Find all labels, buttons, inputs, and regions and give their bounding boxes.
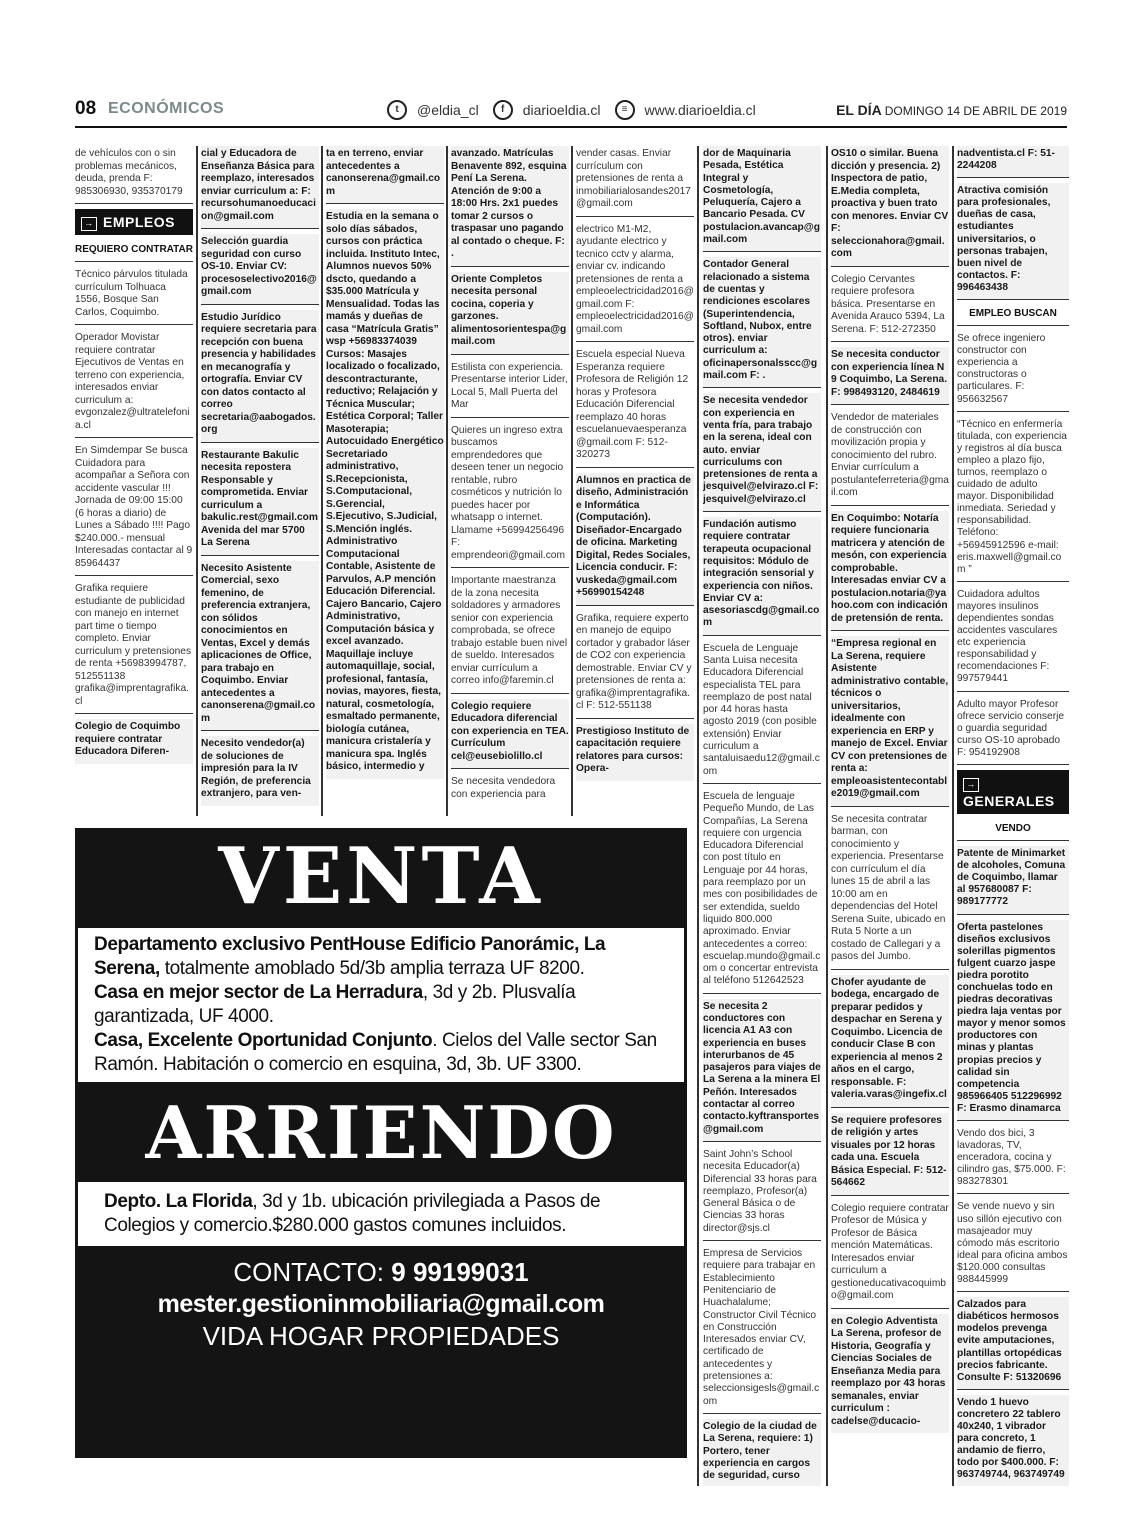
classified-ad: Restaurante Bakulic necesita repostera Responsable y comprometida. Enviar curriculum a bakulic.rest@gmail.com Avenida del mar 5700 La Serena <box>201 448 319 556</box>
listing <box>94 1029 672 1077</box>
classified-ad: Estilista con experiencia. Presentarse interior Lider, Local 5, Mall Puerta del Mar <box>451 360 569 418</box>
classified-ad: Calzados para diabéticos hermosos modelos prevenga evite amputaciones, plantillas ortopédicas precios fabricante. Consulte F: 51320696 <box>957 1297 1069 1390</box>
subcategory-heading: REQUIERO CONTRATAR <box>75 241 193 262</box>
venta-listings <box>78 928 684 1082</box>
classified-ad: Empresa de Servicios requiere para trabajar en Establecimiento Penitenciario de Huachalalume; Constructor Civil Técnico en Construcción Interesados enviar CV, certificado de antecedentes y pretensiones a: seleccionsigesls@gmail.com <box>703 1246 821 1414</box>
classified-ad: Atractiva comisión para profesionales, dueñas de casa, estudiantes universitarios, o personas trabajen, buen nivel de contactos. F: 996463438 <box>957 183 1069 300</box>
column-rule <box>826 146 828 1486</box>
category-tag-empleos <box>75 209 193 235</box>
twitter-icon: t <box>387 100 407 120</box>
issue-date: DOMINGO 14 DE ABRIL DE 2019 <box>884 104 1067 118</box>
classified-ad: Estudio Jurídico requiere secretaria para recepción con buena presencia y habilidades en mecanografía y ortografía. Enviar CV con datos contacto al correo secretaria@aabogados.org <box>201 310 319 443</box>
web-icon: ≡ <box>615 100 635 120</box>
classified-ad: Colegio de Coquimbo requiere contratar Educadora Diferen- <box>75 719 193 764</box>
classified-ad: en Colegio Adventista La Serena, profesor de Historia, Geografía y Ciencias Sociales de Enseñanza Media para reemplazo por 43 horas semanales, enviar curriculum : cadelse@ducacio- <box>831 1314 949 1434</box>
column-5 <box>576 146 694 816</box>
company-name: VIDA HOGAR PROPIEDADES <box>202 1321 560 1351</box>
classified-ad: Necesito Asistente Comercial, sexo femenino, de preferencia extranjera, con sólidos conocimientos en Ventas, Excel y demás aplicaciones de Office, para trabajo en Coquimbo. Enviar antecedentes a canonserena@gmail.com <box>201 561 319 732</box>
website-link[interactable]: www.diarioeldia.cl <box>644 102 756 118</box>
brand-name: EL DÍA <box>836 102 882 118</box>
classified-ad: Estudia en la semana o solo días sábados, cursos con práctica incluida. Instituto Intec, Alumnos nuevos 50% dscto, quedando a $35.000 Matrícula y Mensualidad. Todas las mamás y dueñas de casa “Matrícula Gratis” wsp +56983374039 Cursos: Masajes localizado o focalizado, descontracturante, reductivo; Relajación y Técnica Muscular; Estética Corporal; Taller Masoterapia; Autocuidado Energético Secretariado administrativo, S.Recepcionista, S.Computacional, S.Gerencial, S.Ejecutivo, S.Judicial, S.Mención inglés. Administrativo Computacional Contable, Asistente de Parvulos, A.P mención Educación Diferencial. Cajero Bancario, Cajero Administrativo, Computación básica y excel avanzado. Maquillaje incluye automaquillaje, social, profesional, fantasía, novias, mayores, fiesta, natural, cosmetología, esmaltado permanente, biología cutánea, manicura cristalería y manicura spa. Inglés básico, intermedio y <box>326 209 444 779</box>
arrow-icon: → <box>963 778 979 792</box>
social-links <box>387 100 756 120</box>
facebook-page[interactable]: diarioeldia.cl <box>522 102 601 118</box>
classified-ad: Adulto mayor Profesor ofrece servicio conserje o guardia seguridad curso OS-10 aprobado F: 954192908 <box>957 697 1069 765</box>
classified-ad: Quieres un ingreso extra buscamos emprendedores que deseen tener un negocio rentable, rubro cosméticos y nutrición lo puedes hacer por whatsapp o internet. Llamame +56994256496 F: emprendeori@gmail.com <box>451 423 569 569</box>
classified-ad: Se necesita vendedor con experiencia en venta fría, para trabajo en la serena, ideal con auto. enviar curriculums con pretensiones de renta a jesquivel@elvirazo.cl F: jesquivel@elvirazo.cl <box>703 393 821 512</box>
page-number: 08 <box>75 98 97 119</box>
column-1 <box>75 146 193 816</box>
section-title: ECONÓMICOS <box>108 100 225 117</box>
page-header <box>75 98 1067 128</box>
subcategory-heading: EMPLEO BUSCAN <box>957 305 1069 326</box>
classified-ad: Vendo 1 huevo concretero 22 tablero 40x240, 1 vibrador para concreto, 1 andamio de fierro, todo por $400.000. F: 963749744, 963749749 <box>957 1395 1069 1486</box>
classified-ad: Grafika, requiere experto en manejo de equipo cortador y grabador láser de CO2 con experiencia demostrable. Enviar CV y pretensiones de renta a: grafika@imprentagrafika.cl F: 512-551138 <box>576 611 694 719</box>
listing-title: Casa en mejor sector de La Herradura <box>94 982 423 1003</box>
classified-ad: Colegio de la ciudad de La Serena, requiere: 1) Portero, tener experiencia en cargos de seguridad, curso <box>703 1419 821 1486</box>
arrow-icon: → <box>81 217 97 231</box>
classified-ad: Se necesita vendedora con experiencia para <box>451 776 556 800</box>
column-rule <box>952 146 954 1486</box>
twitter-handle[interactable]: @eldia_cl <box>417 102 479 118</box>
column-7 <box>831 146 949 1486</box>
facebook-icon: f <box>493 100 513 120</box>
column-rule <box>321 146 323 816</box>
classified-ad: Colegio Cervantes requiere profesora básica. Presentarse en Avenida Arauco 5394, La Serena. F: 512-272350 <box>831 272 949 343</box>
contact-phone[interactable]: 9 99199031 <box>391 1257 529 1287</box>
column-rule <box>446 146 448 816</box>
listing-title: Departamento exclusivo PentHouse Edificio Panorámic, La Serena, <box>94 934 606 979</box>
contact-label: CONTACTO: <box>233 1257 385 1287</box>
classified-ad: Se requiere profesores de religión y artes visuales por 12 horas cada una. Escuela Básica Especial. F: 512-564662 <box>831 1113 949 1196</box>
venta-heading: VENTA <box>218 831 544 922</box>
classified-ad: En Coquimbo: Notaría requiere funcionaria matricera y atención de mesón, con experiencia comprobable. Interesadas enviar CV a postulacion.notaria@yahoo.com con indicación de pretensión de renta. <box>831 511 949 632</box>
column-6 <box>703 146 821 1486</box>
classified-ad: Se vende nuevo y sin uso sillón ejecutivo con masajeador muy cómodo más escritorio ideal para oficina ambos $120.000 consultas 988445999 <box>957 1199 1069 1292</box>
classified-ad: Cuidadora adultos mayores insulinos dependientes sondas accidentes vasculares etc experiencia responsabilidad y recomendaciones F: 997579441 <box>957 587 1069 692</box>
column-8 <box>957 146 1069 1486</box>
classified-ad: Vendedor de materiales de construcción con movilización propia y conocimiento del rubro. Enviar currículum a postulanteferreteria@gmail.com <box>831 410 949 506</box>
column-rule <box>571 146 573 816</box>
classified-ad: avanzado. Matrículas Benavente 892, esquina Pení La Serena. Atención de 9:00 a 18:00 Hrs. 2x1 puedes tomar 2 cursos o traspasar uno pagando al contado o cheque. F: . <box>451 146 569 267</box>
listing-details: totalmente amoblado 5d/3b amplia terraza UF 8200. <box>159 958 585 979</box>
classified-ad: Escuela de lenguaje Pequeño Mundo, de Las Compañías, La Serena requiere con urgencia Educadora Diferencial con post título en Lenguaje por 44 horas, para reemplazo por un mes con posibilidades de ser extendida, sueldo liquido 800.000 aproximado. Enviar antecedentes a correo: escuelap.mundo@gmail.com o concertar entrevista al teléfono 512642523 <box>703 789 821 994</box>
classified-ad: Chofer ayudante de bodega, encargado de preparar pedidos y despachar en Serena y Coquimbo. Licencia de conducir Clase B con experiencia al menos 2 años en el cargo, responsable. F: valeria.varas@ingefix.cl <box>831 975 949 1108</box>
classified-ad: Técnico párvulos titulada currículum Tolhuaca 1556, Bosque San Carlos, Coquimbo. <box>75 267 193 325</box>
classified-ad: ta en terreno, enviar antecedentes a canonserena@gmail.com <box>326 146 444 204</box>
classified-ad: “Técnico en enfermería titulada, con experiencia y registros al día busca empleo a plazo fijo, turnos, reemplazo o cuidado de adulto mayor. Disponibilidad inmediata. Seriedad y responsabilidad. Teléfono: +56945912596 e-mail: eris.maxwell@gmail.com ” <box>957 417 1069 582</box>
contact-email[interactable]: mester.gestioninmobiliaria@gmail.com <box>157 1290 605 1318</box>
classified-ad: En Simdempar Se busca Cuidadora para acompañar a Señora con accidente vascular !!! Jornada de 09:00 15:00 (6 horas a diario) de Lunes a Sábado !!!! Pago $240.000.- mensual Interesadas contactar al 9 85964437 <box>75 443 193 576</box>
classified-ad: Escuela especial Nueva Esperanza requiere Profesora de Religión 12 horas y Profesora Educación Diferencial reemplazo 40 horas escuelanuevaesperanza@gmail.com F: 512-320273 <box>576 347 694 468</box>
column-rule <box>697 146 699 1486</box>
listing-details: , 3d y 1b. ubicación privilegiada a Pasos de Colegios y comercio.$280.000 gastos comunes incluidos. <box>104 1191 601 1236</box>
column-2 <box>201 146 319 816</box>
listing-title: Casa, Excelente Oportunidad Conjunto <box>94 1030 433 1051</box>
classified-ad: Oriente Completos necesita personal cocina, coperia y garzones. alimentosorientespa@gmail.com <box>451 272 569 355</box>
classified-ad: OS10 o similar. Buena dicción y presencia. 2) Inspectora de patio, E.Media completa, proactiva y buen trato con menores. Enviar CV F: seleccionahora@gmail.com <box>831 146 949 267</box>
classified-ad: Se necesita conductor con experiencia línea N 9 Coquimbo, La Serena. F: 998493120, 2484619 <box>831 347 949 405</box>
classified-ad: electrico M1-M2, ayudante electrico y tecnico cctv y alarma, enviar cv. indicando pretensiones de renta a empleoelectricidad2016@gmail.com F: empleoelectricidad2016@gmail.com <box>576 222 694 343</box>
classified-ad: Se ofrece ingeniero constructor con experiencia a constructoras o particulares. F: 956632567 <box>957 331 1069 412</box>
classified-ad: Escuela de Lenguaje Santa Luisa necesita Educadora Diferencial especialista TEL para reemplazo de post natal por 44 horas hasta agosto 2019 (con posible extensión) Enviar curriculum a santaluisaedu12@gmail.com <box>703 641 821 784</box>
classified-ad: Patente de Minimarket de alcoholes, Comuna de Coquimbo, llamar al 957680087 F: 989177772 <box>957 846 1069 914</box>
classified-ad: Oferta pastelones diseños exclusivos solerillas pigmentos fulgent cuarzo jaspe piedra porotito conchuelas todo en piedras decorativas piedra laja ventas por mayor y menor somos productores con minas y plantas propias precios y calidad sin competencia 985966405 512296992 F: Erasmo dinamarca <box>957 920 1069 1122</box>
classified-ad: Colegio requiere Educadora diferencial con experiencia en TEA. Currículum cel@eusebiolillo.cl <box>451 699 569 770</box>
classified-ad: Contador General relacionado a sistema de cuentas y rendiciones escolares (Superintendencia, Softland, Nubox, entre otros). enviar curriculum a: oficinapersonalsscc@gmail.com F: . <box>703 257 821 388</box>
classified-ad: Grafika requiere estudiante de publicidad con manejo en internet part time o tiempo completo. Enviar curriculum y pretensiones de renta +56983994787, 512551138 grafika@imprentagrafika.cl <box>75 581 193 714</box>
classified-ad: Vendo dos bici, 3 lavadoras, TV, enceradora, cocina y cilindro gas, $75.000. F: 983278301 <box>957 1126 1069 1194</box>
classified-ad: cial y Educadora de Enseñanza Básica para reemplazo, interesados enviar curriculum a: F: recursohumanoeducacion@gmail.com <box>201 146 319 229</box>
classified-ad: Importante maestranza de la zona necesita soldadores y armadores senior con experiencia comprobada, se ofrece trabajo estable buen nivel de sueldo. Interesados enviar currículum a correo info@faremin.cl <box>451 573 569 694</box>
arriendo-listing <box>78 1182 684 1246</box>
listing-details: . Cielos del Valle sector San Ramón. Habitación o comercio en esquina, 3d, 3b. UF 3300. <box>94 1030 657 1075</box>
listing <box>94 981 672 1029</box>
classified-ad: nadventista.cl F: 51-2244208 <box>957 146 1069 178</box>
classified-ad: dor de Maquinaria Pesada, Estética Integral y Cosmetología, Peluquería, Cajero a Bancario Pesada. CV postulacion.avancap@gmail.com <box>703 146 821 252</box>
classified-ad: Se necesita contratar barman, con conocimiento y experiencia. Presentarse con currículum el día lunes 15 de abril a las 10:00 am en dependencias del Hotel Serena Suite, ubicado en Ruta 5 Norte a un costado de Callegari y a pasos del Jumbo. <box>831 812 949 970</box>
column-rule <box>196 146 198 816</box>
column-3 <box>326 146 444 816</box>
classified-ad: Se necesita 2 conductores con licencia A1 A3 con experiencia en buses interurbanos de 45 pasajeros para viajes de La Serena a la minera El Peñón. Interesados contactar al correo contacto.kyftransportes@gmail.com <box>703 999 821 1142</box>
category-label: EMPLEOS <box>103 214 175 230</box>
classified-ad: Fundación autismo requiere contratar terapeuta ocupacional requisitos: Módulo de integración sensorial y experiencia con niños. Enviar CV a: asesoriascdg@gmail.com <box>703 517 821 636</box>
classified-ad: “Empresa regional en La Serena, requiere Asistente administrativo contable, técnicos o universitarios, idealmente con experiencia en ERP y manejo de Excel. Enviar CV con pretensiones de renta a: empleoasistentecontable2019@gmail.com <box>831 636 949 807</box>
arriendo-heading: ARRIENDO <box>145 1090 617 1175</box>
classified-ad: Prestigioso Instituto de capacitación requiere relatores para cursos: Opera- <box>576 724 694 781</box>
category-label: GENERALES <box>963 793 1055 810</box>
classified-ad: Necesito vendedor(a) de soluciones de impresión para la IV Región, de preferencia extranjero, para ven- <box>201 736 319 806</box>
listing-title: Depto. La Florida <box>104 1191 253 1212</box>
classified-ad: Alumnos en practica de diseño, Administración e Informática (Computación). Diseñador-Encargado de oficina. Marketing Digital, Redes Sociales, Licencia conducir. F: vuskeda@gmail.com +56990154248 <box>576 473 694 606</box>
listing-details: , 3d y 2b. Plusvalía garantizada, UF 4000. <box>94 982 576 1027</box>
classified-ad: de vehículos con o sin problemas mecánicos, deuda, prenda F: 985306930, 935370179 <box>75 146 193 204</box>
classified-ad: Saint John’s School necesita Educador(a) Diferencial 33 horas para reemplazo, Profesor(a) General Básica o de Ciencias 33 horas director@sjs.cl <box>703 1147 821 1241</box>
column-4 <box>451 146 569 816</box>
classified-ad: Operador Movistar requiere contratar Ejecutivos de Ventas en terreno con experiencia, interesados enviar curriculum a: evgonzalez@ultratelefonia.cl <box>75 330 193 438</box>
subcategory-heading: VENDO <box>957 820 1069 841</box>
classified-ad: Selección guardia seguridad con curso OS-10. Enviar CV: procesoselectivo2016@gmail.com <box>201 234 319 305</box>
masthead <box>836 102 1067 118</box>
category-tag-generales <box>957 770 1069 814</box>
classified-ad: Colegio requiere contratar Profesor de Música y Profesor de Básica mención Matemáticas. Interesados enviar curriculum a gestioneducativacoquimbo@gmail.com <box>831 1201 949 1309</box>
real-estate-advertisement <box>75 828 687 1458</box>
classified-ad: vender casas. Enviar currículum con pretensiones de renta a inmobiliarialosandes2017@gmail.com <box>576 146 694 217</box>
contact-line <box>75 1256 687 1288</box>
listing <box>94 933 672 981</box>
